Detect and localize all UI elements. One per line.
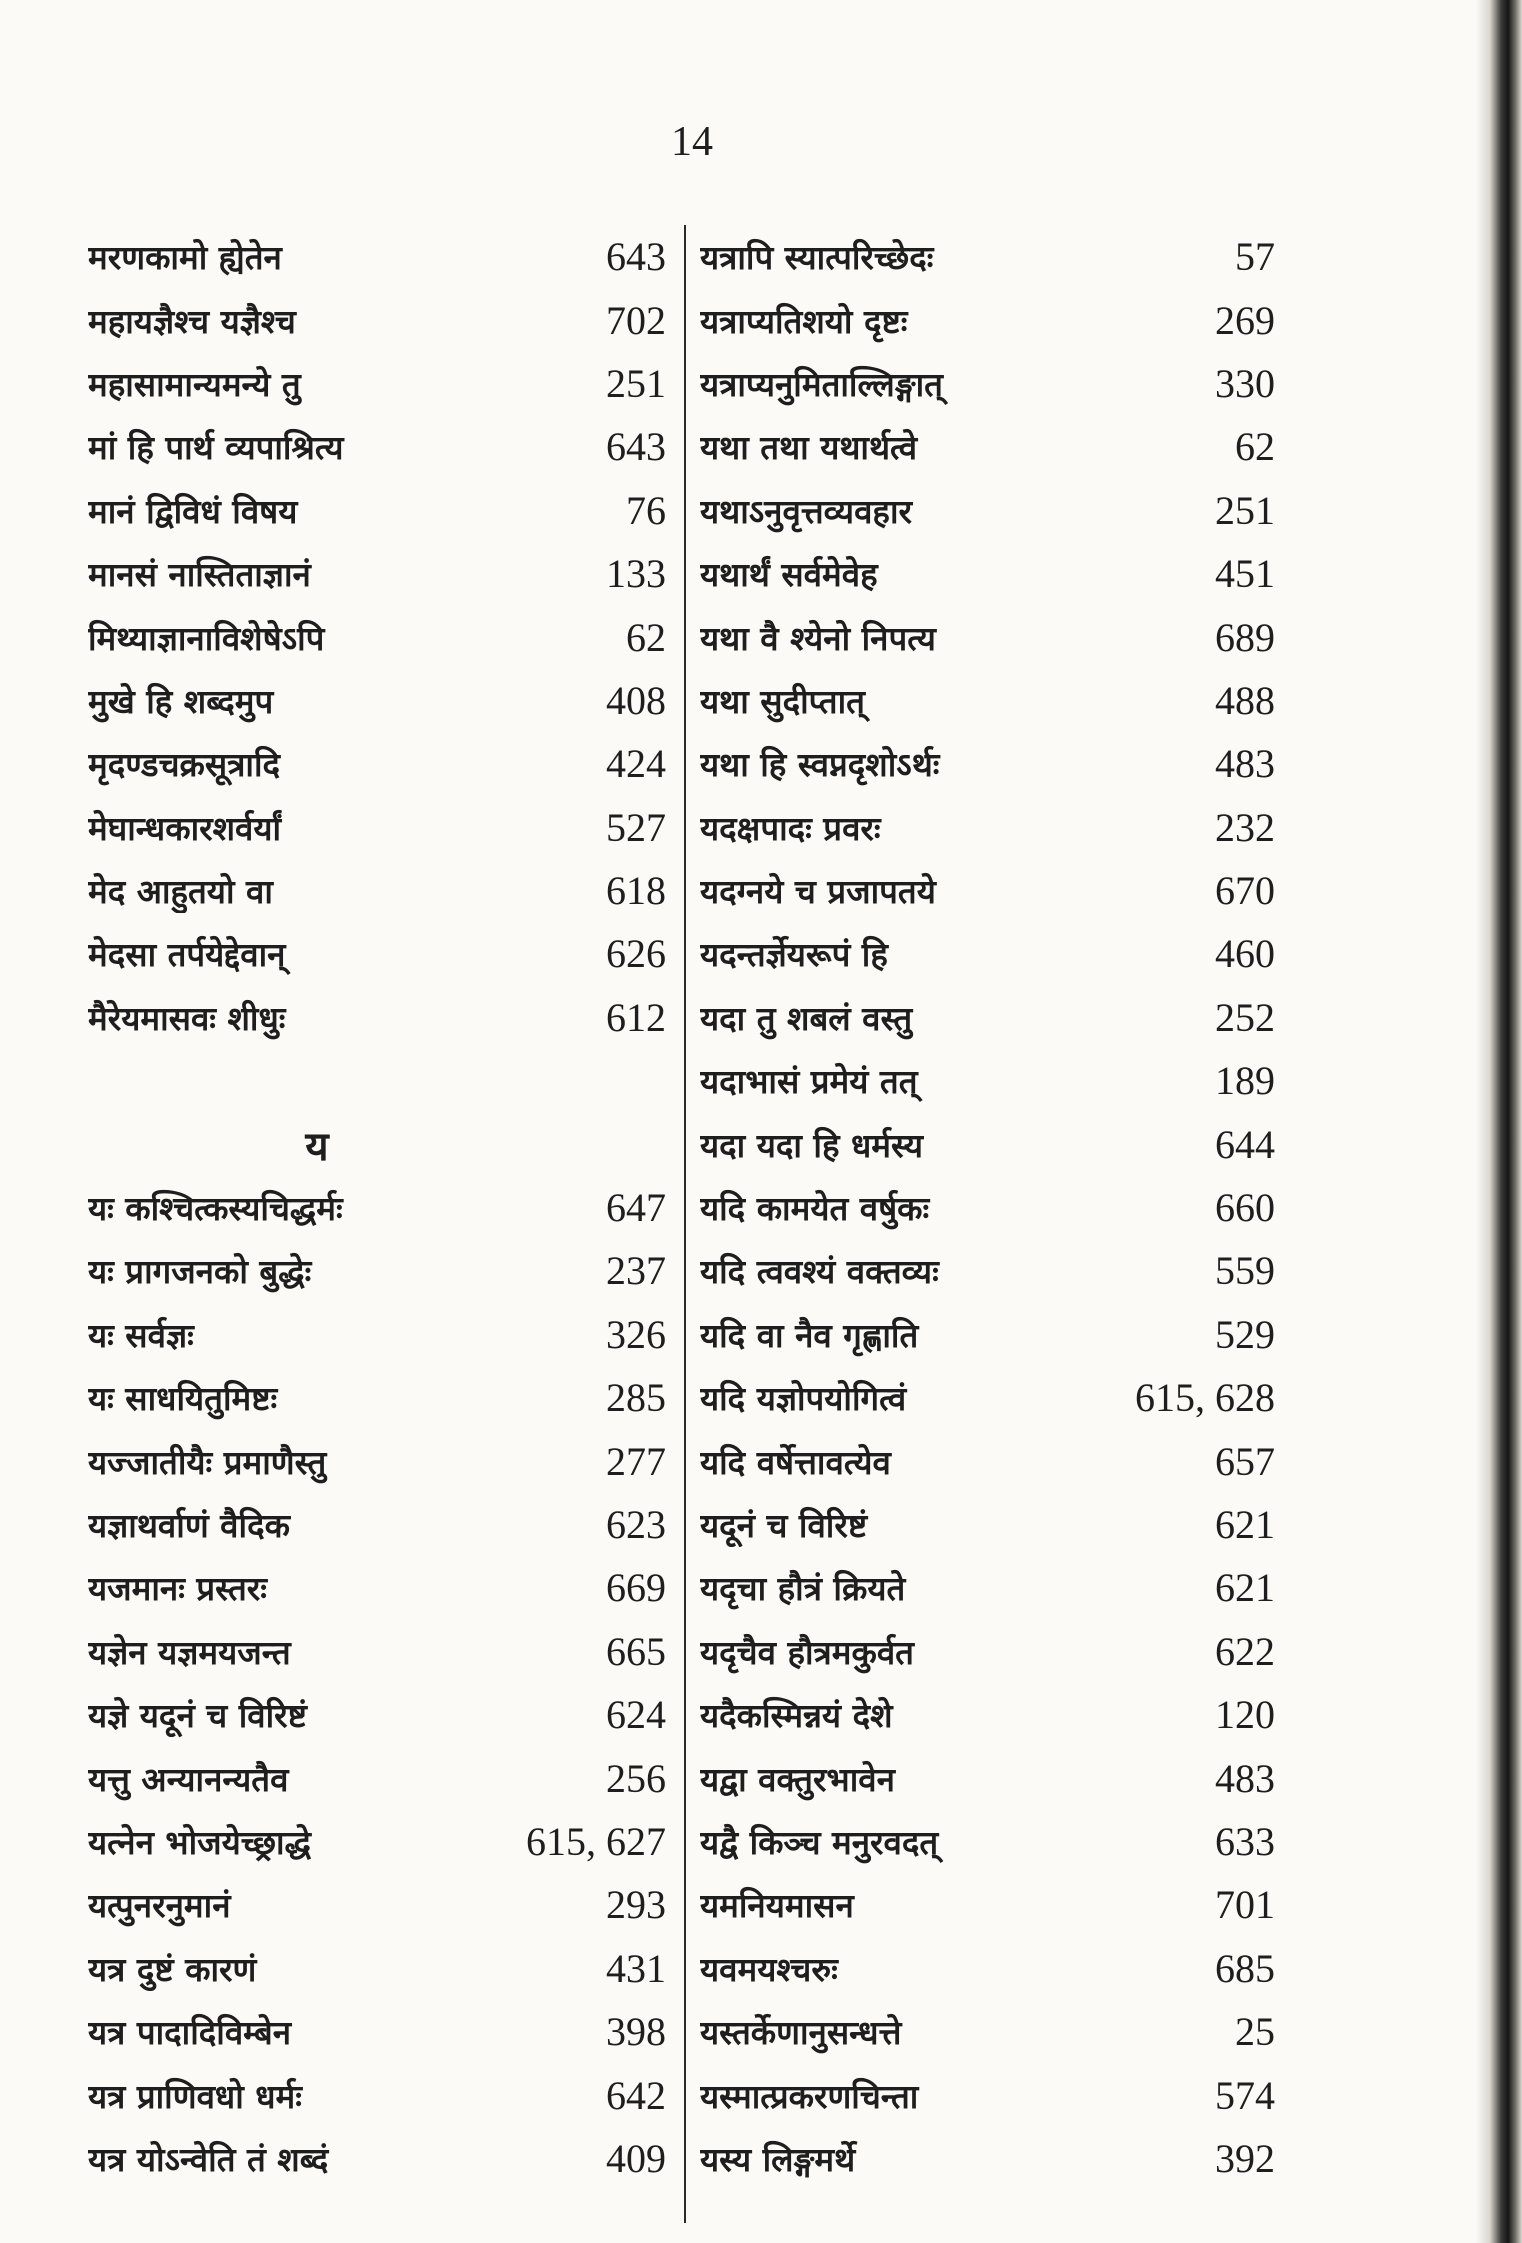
entry-term: यदैकस्मिन्नयं देशे [700,1696,893,1736]
entry-term: यद्वा वक्तुरभावेन [700,1759,895,1799]
index-entry [700,415,1275,478]
entry-term: यस्य लिङ्गमर्थे [700,2139,856,2179]
entry-term: यदा तु शबलं वस्तु [700,998,913,1038]
index-entry [700,986,1275,1049]
index-entry [700,1683,1275,1746]
index-entry [88,542,666,605]
entry-page-ref: 431 [606,1945,666,1991]
index-entry [700,2127,1275,2190]
index-entry [88,1493,666,1556]
entry-page-ref: 647 [606,1185,666,1231]
entry-term: यत्र योऽन्वेति तं शब्दं [88,2139,329,2179]
index-entry [700,1873,1275,1936]
index-entry [700,669,1275,732]
entry-page-ref: 643 [606,424,666,470]
entry-page-ref: 559 [1215,1248,1275,1294]
entry-page-ref: 615, 627 [526,1818,666,1864]
entry-term: मेद आहुतयो वा [88,872,273,912]
entry-page-ref: 529 [1215,1311,1275,1357]
entry-term: यः सर्वज्ञः [88,1315,194,1355]
entry-term: यथा हि स्वप्नदृशोऽर्थः [700,745,940,785]
entry-page-ref: 133 [606,551,666,597]
entry-page-ref: 76 [626,487,666,533]
index-entry [88,1683,666,1746]
entry-page-ref: 527 [606,804,666,850]
index-entry [700,605,1275,668]
index-entry [88,1873,666,1936]
entry-term: मेदसा तर्पयेद्देवान् [88,935,286,975]
entry-page-ref: 633 [1215,1818,1275,1864]
entry-page-ref: 330 [1215,360,1275,406]
entry-page-ref: 232 [1215,804,1275,850]
right-entries [700,225,1275,2190]
entry-page-ref: 642 [606,2072,666,2118]
index-entry [88,732,666,795]
entry-term: यदि त्ववश्यं वक्तव्यः [700,1252,939,1292]
index-entry [700,1810,1275,1873]
entry-page-ref: 670 [1215,868,1275,914]
left-column [88,225,666,2190]
index-entry [88,669,666,732]
entry-term: यजमानः प्रस्तरः [88,1569,267,1609]
index-entry [88,415,666,478]
entry-page-ref: 424 [606,741,666,787]
entry-page-ref: 621 [1215,1565,1275,1611]
index-entry [700,1303,1275,1366]
entry-page-ref: 623 [606,1502,666,1547]
entry-page-ref: 326 [606,1311,666,1357]
entry-page-ref: 622 [1215,1628,1275,1674]
index-entry [700,1620,1275,1683]
entry-term: यस्तर्केणानुसन्धत्ते [700,2013,902,2053]
entry-term: यत्पुनरनुमानं [88,1886,231,1926]
entry-page-ref: 408 [606,677,666,723]
entry-term: यदि कामयेत वर्षुकः [700,1189,930,1229]
entry-page-ref: 701 [1215,1882,1275,1928]
entry-term: यथार्थं सर्वमेवेह [700,555,878,595]
entry-term: यदन्तर्ज्ञेयरूपं हि [700,935,888,975]
entry-page-ref: 57 [1235,234,1275,280]
entry-term: यदाभासं प्रमेयं तत् [700,1062,918,1102]
entry-page-ref: 252 [1215,994,1275,1040]
index-entry [88,986,666,1049]
index-entry [700,542,1275,605]
entry-term: यज्ञेन यज्ञमयजन्त [88,1632,291,1672]
entry-term: महायज्ञैश्च यज्ञैश्च [88,301,296,341]
entry-term: यज्ञाथर्वाणं वैदिक [88,1506,290,1545]
entry-page-ref: 25 [1235,2009,1275,2055]
index-entry [700,1746,1275,1809]
entry-page-ref: 451 [1215,551,1275,597]
index-entry [700,2000,1275,2063]
index-entry [88,605,666,668]
entry-term: यदृचैव हौत्रमकुर्वत [700,1632,914,1672]
index-entry [88,288,666,351]
entry-term: यः साधयितुमिष्टः [88,1379,278,1419]
entry-page-ref: 685 [1215,1945,1275,1991]
entry-page-ref: 483 [1215,1755,1275,1801]
entry-page-ref: 392 [1215,2135,1275,2181]
index-entry [88,859,666,922]
entry-page-ref: 615, 628 [1135,1375,1275,1421]
entry-page-ref: 256 [606,1755,666,1801]
entry-page-ref: 251 [606,360,666,406]
entry-term: मृदण्डचक्रसूत्रादि [88,745,281,785]
index-entry [700,1366,1275,1429]
entry-page-ref: 657 [1215,1438,1275,1484]
entry-term: यः प्रागजनको बुद्धेः [88,1252,312,1292]
entry-page-ref: 669 [606,1565,666,1611]
index-entry [700,859,1275,922]
index-entry [88,922,666,985]
entry-term: यज्जातीयैः प्रमाणैस्तु [88,1442,327,1482]
entry-term: यथा वै श्येनो निपत्य [700,618,936,658]
page-number: 14 [671,119,713,165]
entry-term: यदक्षपादः प्रवरः [700,808,881,848]
entry-page-ref: 618 [606,868,666,914]
entry-page-ref: 237 [606,1248,666,1294]
index-entry [700,1176,1275,1239]
entry-term: यत्नेन भोजयेच्छ्राद्धे [88,1822,311,1862]
left-entries-before [88,225,666,1049]
section-gap [88,1049,666,1112]
entry-term: यथा तथा यथार्थत्वे [700,428,918,468]
entry-term: यदा यदा हि धर्मस्य [700,1125,923,1165]
entry-page-ref: 409 [606,2135,666,2181]
entry-page-ref: 621 [1215,1502,1275,1547]
entry-page-ref: 285 [606,1375,666,1421]
index-entry [700,1493,1275,1556]
column-divider [684,225,686,2223]
index-entry [88,225,666,288]
entry-page-ref: 488 [1215,677,1275,723]
index-entry [700,1239,1275,1302]
left-entries-after [88,1176,666,2190]
entry-term: यस्मात्प्रकरणचिन्ता [700,2076,919,2116]
index-entry [700,479,1275,542]
entry-term: यद्वै किञ्च मनुरवदत् [700,1822,939,1862]
index-entry [88,1239,666,1302]
entry-page-ref: 269 [1215,297,1275,343]
entry-page-ref: 277 [606,1438,666,1484]
index-entry [88,1620,666,1683]
entry-term: यदूनं च विरिष्टं [700,1506,868,1545]
entry-page-ref: 251 [1215,487,1275,533]
index-entry [700,732,1275,795]
index-entry [88,796,666,859]
entry-page-ref: 626 [606,931,666,977]
index-entry [700,1112,1275,1175]
entry-term: मिथ्याज्ञानाविशेषेऽपि [88,618,325,658]
index-entry [700,352,1275,415]
entry-term: मरणकामो ह्येतेन [88,238,282,278]
entry-page-ref: 483 [1215,741,1275,787]
entry-term: यवमयश्चरुः [700,1949,838,1989]
entry-term: यज्ञे यदूनं च विरिष्टं [88,1696,307,1736]
entry-page-ref: 702 [606,297,666,343]
entry-page-ref: 574 [1215,2072,1275,2118]
entry-page-ref: 62 [1235,424,1275,470]
entry-page-ref: 689 [1215,614,1275,660]
index-entry [88,1366,666,1429]
index-entry [700,1556,1275,1619]
entry-page-ref: 189 [1215,1058,1275,1104]
entry-page-ref: 624 [606,1692,666,1738]
index-entry [88,1429,666,1492]
entry-term: मैरेयमासवः शीधुः [88,998,286,1038]
entry-term: यमनियमासन [700,1886,854,1926]
entry-term: मानं द्विविधं विषय [88,491,298,531]
entry-page-ref: 665 [606,1628,666,1674]
entry-page-ref: 643 [606,234,666,280]
index-entry [88,1176,666,1239]
index-entry [700,225,1275,288]
entry-term: मुखे हि शब्दमुप [88,681,274,721]
entry-page-ref: 293 [606,1882,666,1928]
entry-term: यत्र पादादिविम्बेन [88,2013,292,2053]
index-entry [88,1303,666,1366]
entry-term: यदि वा नैव गृह्णाति [700,1315,919,1355]
entry-term: मां हि पार्थ व्यपाश्रित्य [88,428,344,468]
entry-term: मेघान्धकारशर्वर्यां [88,808,282,848]
entry-term: यथा सुदीप्तात् [700,681,865,721]
index-entry [700,796,1275,859]
entry-page-ref: 398 [606,2009,666,2055]
entry-page-ref: 644 [1215,1121,1275,1167]
index-entry [700,922,1275,985]
entry-term: यत्राप्यनुमिताल्लिङ्गात् [700,364,943,404]
entry-term: यः कश्चित्कस्यचिद्धर्मः [88,1189,343,1229]
entry-term: यथाऽनुवृत्तव्यवहार [700,491,912,531]
entry-page-ref: 460 [1215,931,1275,977]
entry-term: यदग्नये च प्रजापतये [700,872,936,912]
index-entry [88,1937,666,2000]
index-entry [700,1937,1275,2000]
entry-term: यत्र प्राणिवधो धर्मः [88,2076,302,2116]
entry-page-ref: 612 [606,994,666,1040]
entry-term: यदि यज्ञोपयोगित्वं [700,1379,907,1419]
index-entry [700,288,1275,351]
index-entry [88,1810,666,1873]
entry-page-ref: 660 [1215,1185,1275,1231]
index-entry [700,2063,1275,2126]
entry-page-ref: 120 [1215,1692,1275,1738]
entry-page-ref: 62 [626,614,666,660]
entry-term: महासामान्यमन्ये तु [88,364,301,404]
entry-term: यत्र दुष्टं कारणं [88,1949,257,1989]
index-entry [700,1049,1275,1112]
index-entry [88,1746,666,1809]
entry-term: यत्तु अन्यानन्यतैव [88,1759,289,1799]
index-entry [88,352,666,415]
index-entry [88,479,666,542]
entry-term: यदृचा हौत्रं क्रियते [700,1569,906,1609]
entry-term: मानसं नास्तिताज्ञानं [88,555,311,595]
section-heading: य [305,1122,329,1170]
book-binding-edge [1476,0,1522,2243]
index-entry [88,2127,666,2190]
index-entry [88,1556,666,1619]
right-column [700,225,1275,2190]
entry-term: यदि वर्षेत्तावत्येव [700,1442,891,1482]
index-entry [88,2000,666,2063]
entry-term: यत्राप्यतिशयो दृष्टः [700,301,908,341]
index-entry [700,1429,1275,1492]
index-entry [88,2063,666,2126]
entry-term: यत्रापि स्यात्परिच्छेदः [700,238,934,278]
